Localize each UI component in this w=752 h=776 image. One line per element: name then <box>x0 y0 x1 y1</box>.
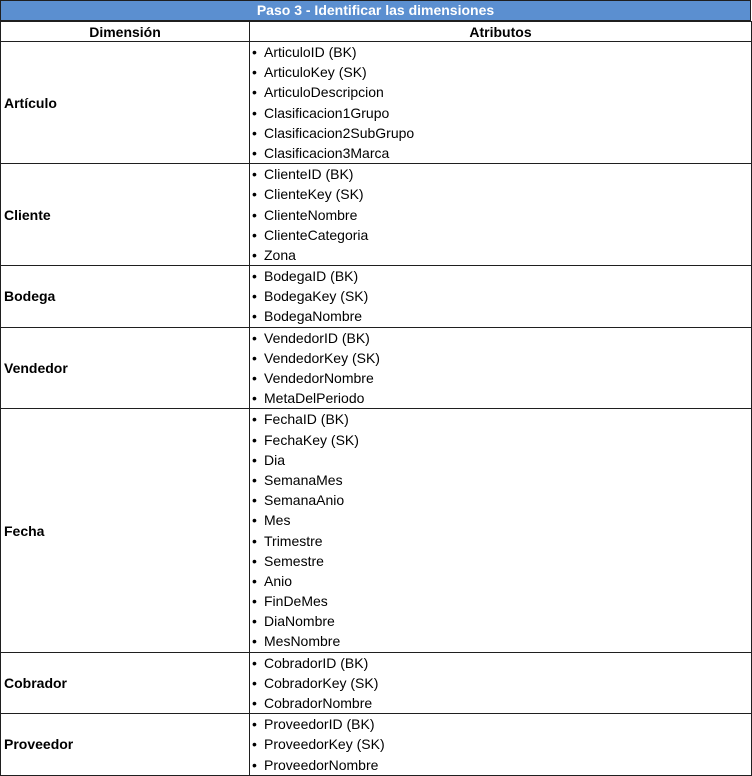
attribute-label: ClienteKey (SK) <box>264 186 364 203</box>
list-item <box>250 62 751 82</box>
attributes-cell <box>250 164 752 266</box>
attribute-label: FechaID (BK) <box>264 411 349 428</box>
table-row <box>1 652 752 714</box>
header-row <box>1 22 752 42</box>
attribute-list <box>250 266 751 327</box>
bullet-icon: • <box>252 512 257 529</box>
list-item <box>250 693 751 713</box>
list-item <box>250 490 751 510</box>
bullet-icon: • <box>252 186 257 203</box>
attribute-label: Clasificacion2SubGrupo <box>264 124 415 141</box>
list-item <box>250 388 751 408</box>
list-item <box>250 714 751 734</box>
list-item <box>250 82 751 102</box>
dimension-cell: Bodega <box>1 266 250 328</box>
attribute-label: ProveedorNombre <box>264 756 379 773</box>
attribute-label: Anio <box>264 572 293 589</box>
attribute-label: FechaKey (SK) <box>264 431 359 448</box>
bullet-icon: • <box>252 44 257 60</box>
attribute-list <box>250 164 751 265</box>
attribute-label: ArticuloKey (SK) <box>264 64 367 81</box>
attribute-label: CobradorID (BK) <box>264 654 369 671</box>
table-row <box>1 327 752 409</box>
list-item <box>250 531 751 551</box>
bullet-icon: • <box>252 633 257 650</box>
attribute-label: FinDeMes <box>264 593 328 610</box>
table-row <box>1 164 752 266</box>
attribute-label: Clasificacion1Grupo <box>264 104 390 121</box>
bullet-icon: • <box>252 84 257 101</box>
attribute-label: Zona <box>264 246 296 263</box>
table-row <box>1 409 752 652</box>
bullet-icon: • <box>252 532 257 549</box>
list-item <box>250 673 751 693</box>
attribute-label: ArticuloDescripcion <box>264 84 384 101</box>
list-item <box>250 328 751 348</box>
attribute-list <box>250 328 751 409</box>
list-item <box>250 306 751 326</box>
list-item <box>250 551 751 571</box>
bullet-icon: • <box>252 370 257 386</box>
attribute-label: ProveedorKey (SK) <box>264 736 385 753</box>
header-dimension: Dimensión <box>1 22 250 42</box>
bullet-icon: • <box>252 288 257 305</box>
dimension-cell: Cliente <box>1 164 250 266</box>
attribute-label: Clasificacion3Marca <box>264 144 390 161</box>
attribute-label: Mes <box>264 512 291 529</box>
list-item <box>250 245 751 265</box>
table-row <box>1 714 752 776</box>
bullet-icon: • <box>252 268 257 285</box>
list-item <box>250 123 751 143</box>
bullet-icon: • <box>252 411 257 428</box>
attribute-label: Semestre <box>264 552 324 569</box>
attribute-list <box>250 653 751 714</box>
dimension-cell: Artículo <box>1 42 250 164</box>
attributes-cell <box>250 42 752 164</box>
bullet-icon: • <box>252 716 257 733</box>
attribute-label: Dia <box>264 451 286 468</box>
list-item <box>250 409 751 429</box>
attribute-label: ProveedorID (BK) <box>264 716 375 733</box>
attribute-label: VendedorNombre <box>264 370 374 386</box>
dimensions-table <box>0 21 752 776</box>
attribute-label: MetaDelPeriodo <box>264 390 365 407</box>
attribute-label: VendedorKey (SK) <box>264 349 380 366</box>
list-item <box>250 450 751 470</box>
bullet-icon: • <box>252 552 257 569</box>
list-item <box>250 286 751 306</box>
list-item <box>250 103 751 123</box>
list-item <box>250 143 751 163</box>
list-item <box>250 510 751 530</box>
table-row <box>1 42 752 164</box>
attributes-cell <box>250 714 752 776</box>
bullet-icon: • <box>252 166 257 183</box>
bullet-icon: • <box>252 226 257 243</box>
bullet-icon: • <box>252 593 257 610</box>
dimension-cell: Fecha <box>1 409 250 652</box>
attribute-label: SemanaAnio <box>264 492 345 509</box>
bullet-icon: • <box>252 756 257 773</box>
bullet-icon: • <box>252 64 257 81</box>
dimension-cell: Proveedor <box>1 714 250 776</box>
bullet-icon: • <box>252 246 257 263</box>
attribute-label: ClienteID (BK) <box>264 166 354 183</box>
bullet-icon: • <box>252 674 257 691</box>
attribute-label: DiaNombre <box>264 613 335 630</box>
attribute-label: VendedorID (BK) <box>264 329 370 346</box>
bullet-icon: • <box>252 349 257 366</box>
header-attributes: Atributos <box>250 22 752 42</box>
attribute-label: Trimestre <box>264 532 323 549</box>
attribute-label: MesNombre <box>264 633 341 650</box>
bullet-icon: • <box>252 613 257 630</box>
attribute-label: CobradorKey (SK) <box>264 674 379 691</box>
attribute-label: SemanaMes <box>264 471 343 488</box>
list-item <box>250 266 751 286</box>
list-item <box>250 653 751 673</box>
list-item <box>250 430 751 450</box>
sheet-title: Paso 3 - Identificar las dimensiones <box>0 0 751 21</box>
bullet-icon: • <box>252 104 257 121</box>
attribute-label: ArticuloID (BK) <box>264 44 357 60</box>
attributes-cell <box>250 327 752 409</box>
list-item <box>250 205 751 225</box>
bullet-icon: • <box>252 308 257 325</box>
attributes-cell <box>250 409 752 652</box>
bullet-icon: • <box>252 572 257 589</box>
attribute-list <box>250 409 751 651</box>
bullet-icon: • <box>252 695 257 711</box>
attribute-label: BodegaID (BK) <box>264 268 359 285</box>
attribute-list <box>250 42 751 163</box>
attribute-list <box>250 714 751 775</box>
attribute-label: ClienteCategoria <box>264 226 369 243</box>
list-item <box>250 368 751 388</box>
list-item <box>250 611 751 631</box>
bullet-icon: • <box>252 451 257 468</box>
list-item <box>250 184 751 204</box>
attributes-cell <box>250 652 752 714</box>
table-row <box>1 266 752 328</box>
bullet-icon: • <box>252 329 257 346</box>
list-item <box>250 164 751 184</box>
bullet-icon: • <box>252 492 257 509</box>
bullet-icon: • <box>252 736 257 753</box>
dimension-cell: Vendedor <box>1 327 250 409</box>
attribute-label: CobradorNombre <box>264 695 373 711</box>
bullet-icon: • <box>252 431 257 448</box>
attributes-cell <box>250 266 752 328</box>
list-item <box>250 225 751 245</box>
list-item <box>250 348 751 368</box>
list-item <box>250 591 751 611</box>
bullet-icon: • <box>252 390 257 407</box>
bullet-icon: • <box>252 471 257 488</box>
list-item <box>250 571 751 591</box>
list-item <box>250 631 751 651</box>
dimension-cell: Cobrador <box>1 652 250 714</box>
attribute-label: BodegaKey (SK) <box>264 288 369 305</box>
bullet-icon: • <box>252 206 257 223</box>
list-item <box>250 734 751 754</box>
attribute-label: ClienteNombre <box>264 206 358 223</box>
bullet-icon: • <box>252 144 257 161</box>
list-item <box>250 42 751 62</box>
attribute-label: BodegaNombre <box>264 308 363 325</box>
bullet-icon: • <box>252 124 257 141</box>
list-item <box>250 470 751 490</box>
bullet-icon: • <box>252 654 257 671</box>
